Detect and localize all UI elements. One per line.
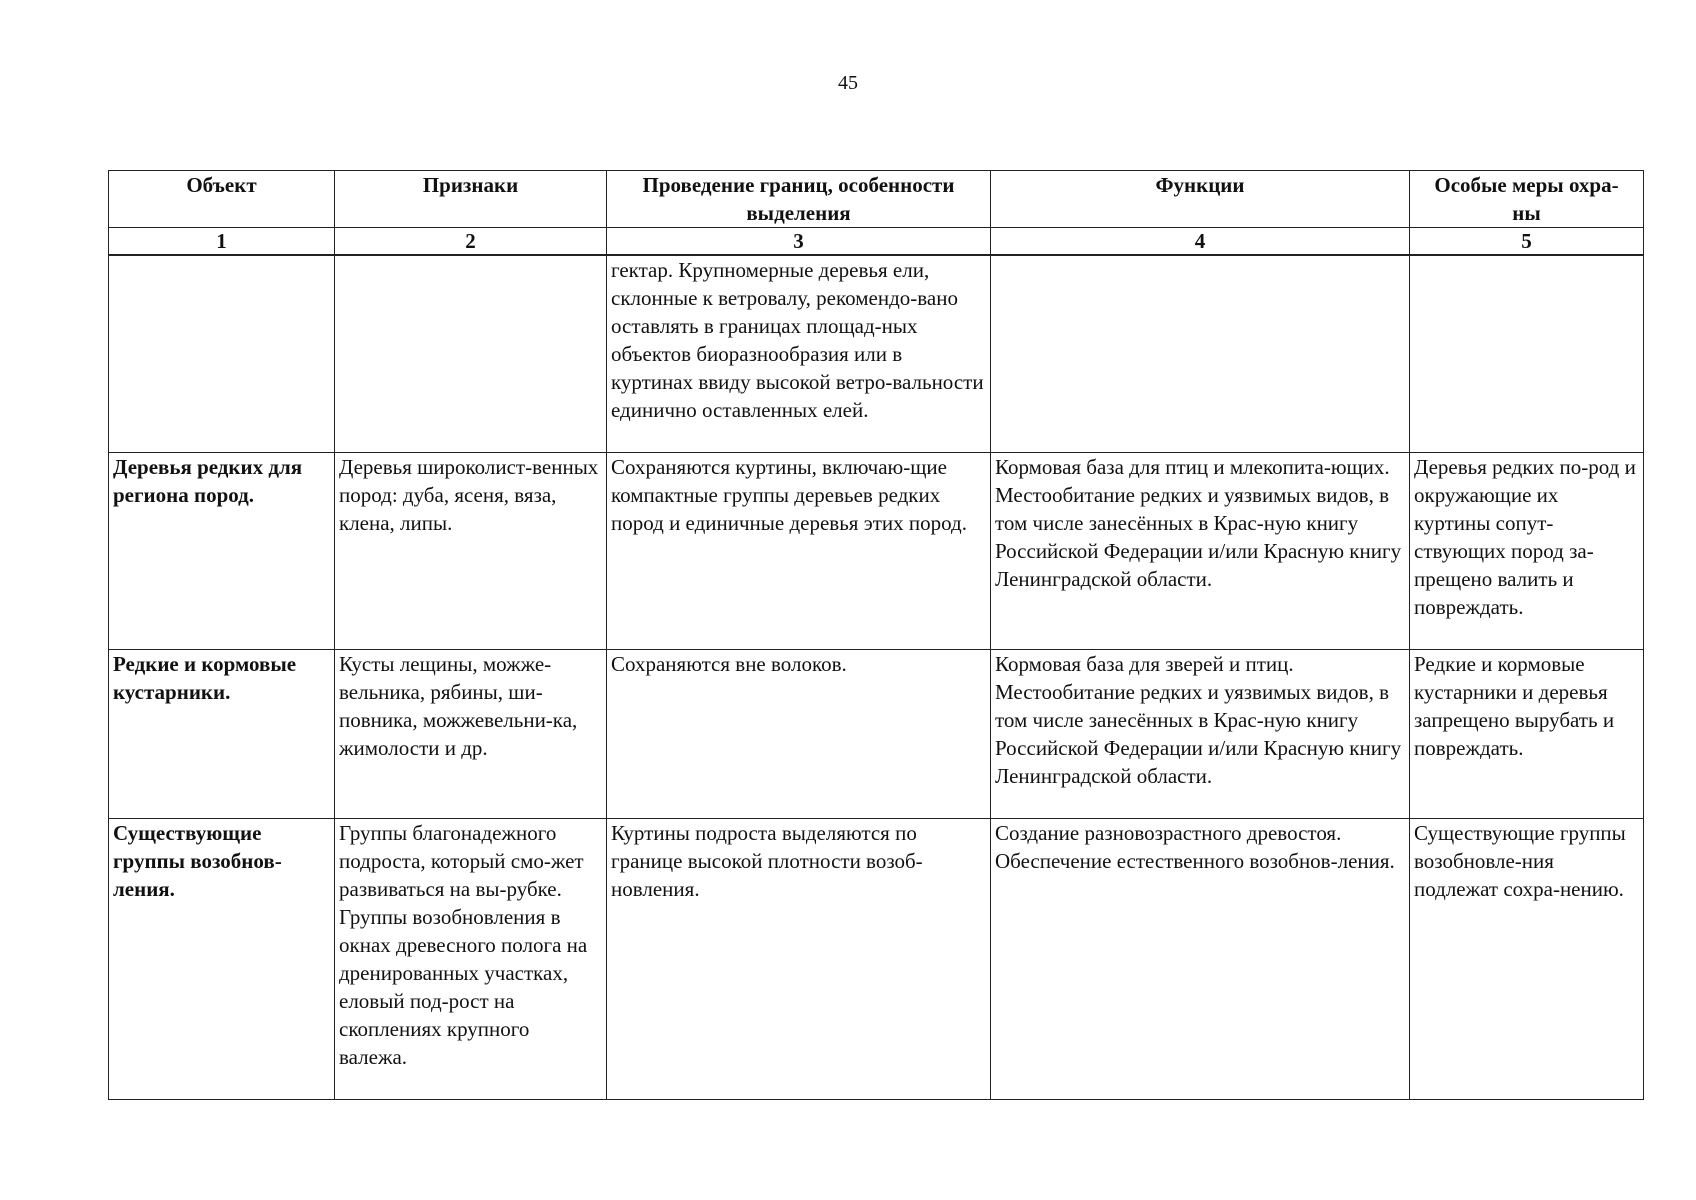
cell-functions: Кормовая база для зверей и птиц. Местообитание редких и уязвимых видов, в том числе занесённых в Крас-ную книгу Российской Федерации и/или Красную книгу Ленинградской области. (991, 650, 1410, 819)
cell-boundaries: Куртины подроста выделяются по границе высокой плотности возоб-новления. (607, 819, 991, 1100)
protection-measures-table (108, 170, 1644, 1100)
cell-object: Деревья редких для региона пород. (109, 453, 335, 650)
cell-boundaries: гектар. Крупномерные деревья ели, склонные к ветровалу, рекомендо-вано оставлять в границах площад-ных объектов биоразнообразия или в куртинах ввиду высокой ветро-вальности единично оставленных елей. (607, 255, 991, 453)
table-header-row (109, 171, 1644, 228)
table-row (109, 453, 1644, 650)
table-row (109, 255, 1644, 453)
cell-functions: Создание разновозрастного древостоя. Обеспечение естественного возобнов-ления. (991, 819, 1410, 1100)
cell-protection (1410, 255, 1644, 453)
cell-features (335, 255, 607, 453)
cell-boundaries: Сохраняются вне волоков. (607, 650, 991, 819)
cell-boundaries: Сохраняются куртины, включаю-щие компактные группы деревьев редких пород и единичные деревья этих пород. (607, 453, 991, 650)
cell-functions (991, 255, 1410, 453)
table-row (109, 650, 1644, 819)
column-number: 3 (607, 228, 991, 256)
header-boundaries: Проведение границ, особенности выделения (607, 171, 991, 228)
header-object: Объект (109, 171, 335, 228)
column-number: 5 (1410, 228, 1644, 256)
header-features: Признаки (335, 171, 607, 228)
cell-features: Кусты лещины, можже-вельника, рябины, ши-повника, можжевельни-ка, жимолости и др. (335, 650, 607, 819)
column-number: 2 (335, 228, 607, 256)
cell-object (109, 255, 335, 453)
cell-features: Деревья широколист-венных пород: дуба, ясеня, вяза, клена, липы. (335, 453, 607, 650)
cell-functions: Кормовая база для птиц и млекопита-ющих. Местообитание редких и уязвимых видов, в том числе занесённых в Крас-ную книгу Российской Федерации и/или Красную книгу Ленинградской области. (991, 453, 1410, 650)
column-number: 4 (991, 228, 1410, 256)
cell-object: Существующие группы возобнов-ления. (109, 819, 335, 1100)
column-numbers-row (109, 228, 1644, 256)
header-functions: Функции (991, 171, 1410, 228)
table-row (109, 819, 1644, 1100)
cell-protection: Редкие и кормовые кустарники и деревья запрещено вырубать и повреждать. (1410, 650, 1644, 819)
cell-features: Группы благонадежного подроста, который смо-жет развиваться на вы-рубке. Группы возобновления в окнах древесного полога на дренированных участках, еловый под-рост на скоплениях крупного валежа. (335, 819, 607, 1100)
cell-object: Редкие и кормовые кустарники. (109, 650, 335, 819)
cell-protection: Существующие группы возобновле-ния подлежат сохра-нению. (1410, 819, 1644, 1100)
page-number: 45 (838, 72, 858, 94)
cell-protection: Деревья редких по-род и окружающие их куртины сопут-ствующих пород за-прещено валить и повреждать. (1410, 453, 1644, 650)
column-number: 1 (109, 228, 335, 256)
header-protection-measures: Особые меры охра- ны (1410, 171, 1644, 228)
